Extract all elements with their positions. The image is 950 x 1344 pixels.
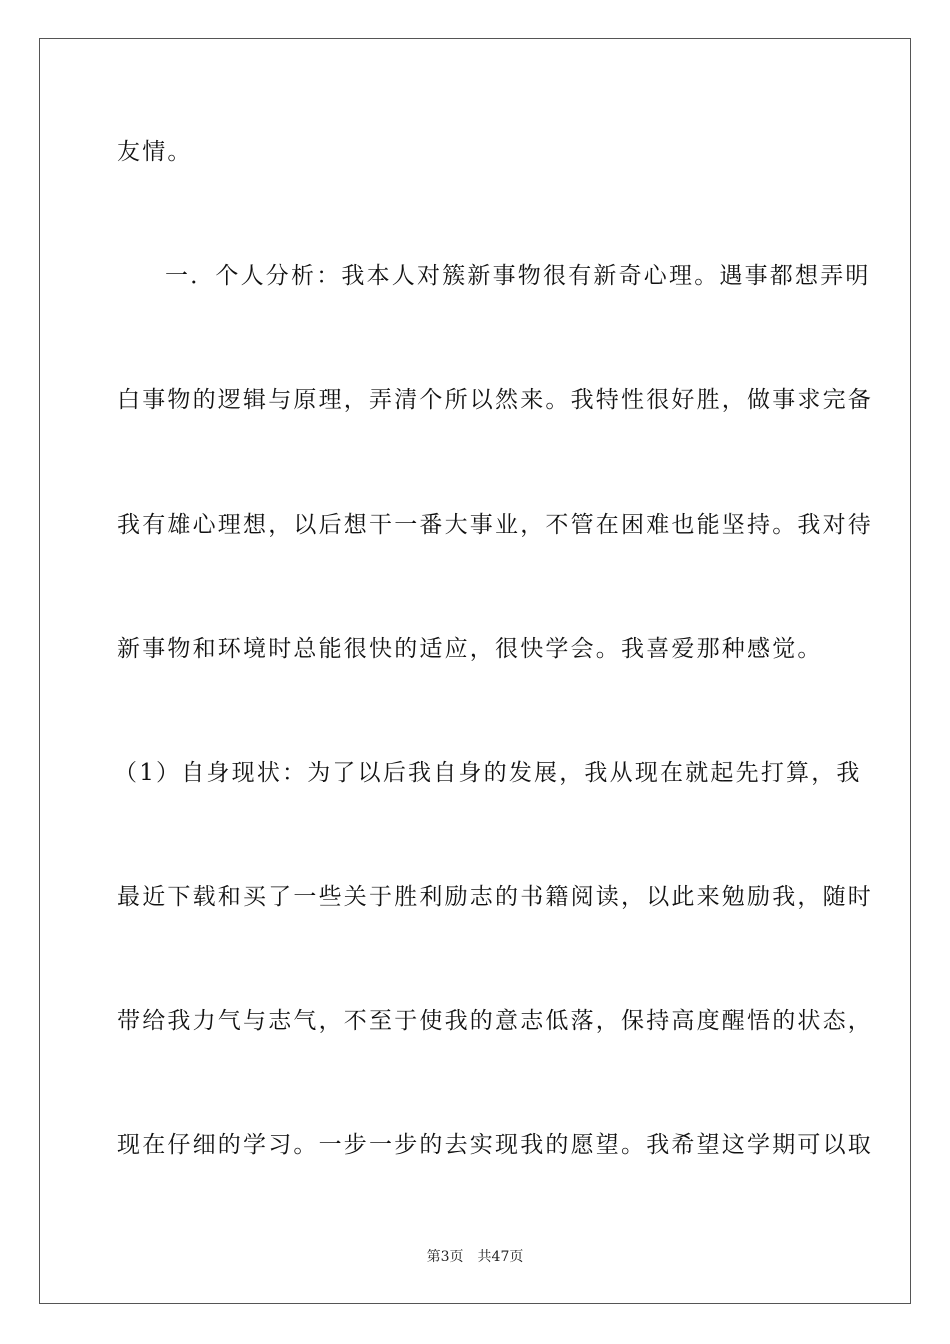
text-line-8: 带给我力气与志气，不至于使我的意志低落，保持高度醒悟的状态， xyxy=(117,1008,873,1034)
text-line-9: 现在仔细的学习。一步一步的去实现我的愿望。我希望这学期可以取 xyxy=(117,1132,873,1158)
text-line-1: 友情。 xyxy=(117,139,193,165)
text-line-6: （1）自身现状：为了以后我自身的发展，我从现在就起先打算，我 xyxy=(114,760,862,786)
text-line-4: 我有雄心理想，以后想干一番大事业，不管在困难也能坚持。我对待 xyxy=(117,512,873,538)
page-total: 共47页 xyxy=(477,1249,524,1265)
page-frame xyxy=(39,38,911,1304)
page-number: 第3页 xyxy=(426,1249,464,1265)
text-line-2: 一．个人分析：我本人对簇新事物很有新奇心理。遇事都想弄明 xyxy=(165,263,871,289)
page-footer xyxy=(0,1248,950,1266)
text-line-7: 最近下载和买了一些关于胜利励志的书籍阅读，以此来勉励我，随时 xyxy=(117,884,873,910)
text-line-5: 新事物和环境时总能很快的适应，很快学会。我喜爱那种感觉。 xyxy=(117,636,823,662)
text-line-3: 白事物的逻辑与原理，弄清个所以然来。我特性很好胜，做事求完备 xyxy=(117,387,873,413)
